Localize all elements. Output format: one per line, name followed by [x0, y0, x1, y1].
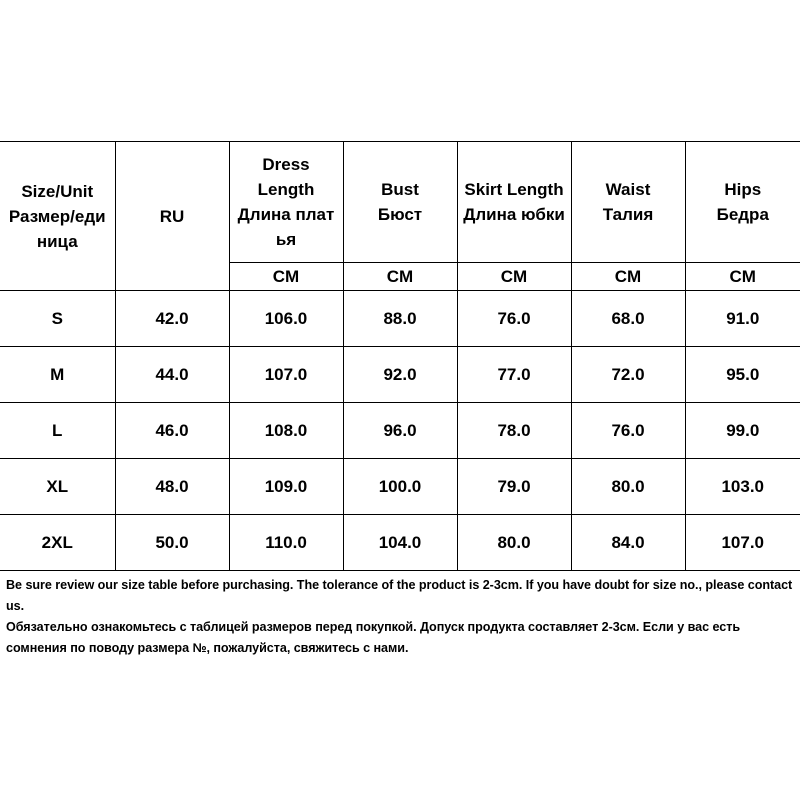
skirt-length-cell: 80.0	[457, 515, 571, 571]
header-ru: RU	[115, 142, 229, 291]
hips-cell: 103.0	[685, 459, 800, 515]
bust-cell: 104.0	[343, 515, 457, 571]
ru-cell: 50.0	[115, 515, 229, 571]
header-dress-length-line: Dress	[262, 155, 310, 174]
header-dress-length-line: ья	[275, 230, 297, 249]
header-waist-line: Waist	[605, 180, 651, 199]
hips-cell: 107.0	[685, 515, 800, 571]
waist-cell: 84.0	[571, 515, 685, 571]
header-bust-line: Bust	[381, 180, 419, 199]
unit-cell: CM	[457, 263, 571, 291]
header-size-unit-line: ница	[36, 231, 78, 251]
waist-cell: 80.0	[571, 459, 685, 515]
ru-cell: 48.0	[115, 459, 229, 515]
header-hips-line: Бедра	[716, 205, 769, 224]
hips-cell: 99.0	[685, 403, 800, 459]
table-row	[0, 403, 800, 459]
table-row	[0, 291, 800, 347]
waist-cell: 72.0	[571, 347, 685, 403]
table-row	[0, 347, 800, 403]
ru-cell: 44.0	[115, 347, 229, 403]
skirt-length-cell: 79.0	[457, 459, 571, 515]
size-notes	[6, 575, 798, 659]
header-size-unit-line: Размер/еди	[8, 206, 106, 226]
unit-cell: CM	[229, 263, 343, 291]
unit-cell: CM	[343, 263, 457, 291]
hips-cell: 91.0	[685, 291, 800, 347]
ru-cell: 46.0	[115, 403, 229, 459]
dress-length-cell: 106.0	[229, 291, 343, 347]
note-russian: Обязательно ознакомьтесь с таблицей размеров перед покупкой. Допуск продукта составляет 2-3см. Если у вас есть сомнения по поводу размера №, пожалуйста, свяжитесь с нами.	[6, 620, 741, 655]
header-skirt-length	[457, 142, 571, 263]
header-dress-length-line: Length	[257, 180, 315, 199]
size-cell: S	[0, 291, 115, 347]
bust-cell: 88.0	[343, 291, 457, 347]
unit-cell: CM	[571, 263, 685, 291]
size-cell: M	[0, 347, 115, 403]
header-row	[0, 142, 800, 263]
skirt-length-cell: 76.0	[457, 291, 571, 347]
header-waist	[571, 142, 685, 263]
dress-length-cell: 108.0	[229, 403, 343, 459]
size-cell: XL	[0, 459, 115, 515]
header-bust	[343, 142, 457, 263]
header-hips	[685, 142, 800, 263]
bust-cell: 100.0	[343, 459, 457, 515]
header-hips-line: Hips	[724, 180, 762, 199]
size-table	[0, 141, 800, 571]
dress-length-cell: 110.0	[229, 515, 343, 571]
bust-cell: 92.0	[343, 347, 457, 403]
header-skirt-length-line: Длина юбки	[463, 205, 565, 224]
header-dress-length-line: Длина плат	[237, 205, 335, 224]
unit-cell: CM	[685, 263, 800, 291]
table-row	[0, 459, 800, 515]
dress-length-cell: 107.0	[229, 347, 343, 403]
bust-cell: 96.0	[343, 403, 457, 459]
header-size-unit	[0, 142, 115, 291]
skirt-length-cell: 77.0	[457, 347, 571, 403]
header-size-unit-line: Size/Unit	[21, 181, 94, 201]
header-waist-line: Талия	[602, 205, 654, 224]
header-bust-line: Бюст	[377, 205, 423, 224]
waist-cell: 68.0	[571, 291, 685, 347]
note-english: Be sure review our size table before purchasing. The tolerance of the product is 2-3cm. If you have doubt for size no., please contact us.	[6, 578, 793, 613]
waist-cell: 76.0	[571, 403, 685, 459]
size-cell: 2XL	[0, 515, 115, 571]
table-row	[0, 515, 800, 571]
header-skirt-length-line: Skirt Length	[464, 180, 564, 199]
skirt-length-cell: 78.0	[457, 403, 571, 459]
ru-cell: 42.0	[115, 291, 229, 347]
header-dress-length	[229, 142, 343, 263]
size-cell: L	[0, 403, 115, 459]
hips-cell: 95.0	[685, 347, 800, 403]
dress-length-cell: 109.0	[229, 459, 343, 515]
